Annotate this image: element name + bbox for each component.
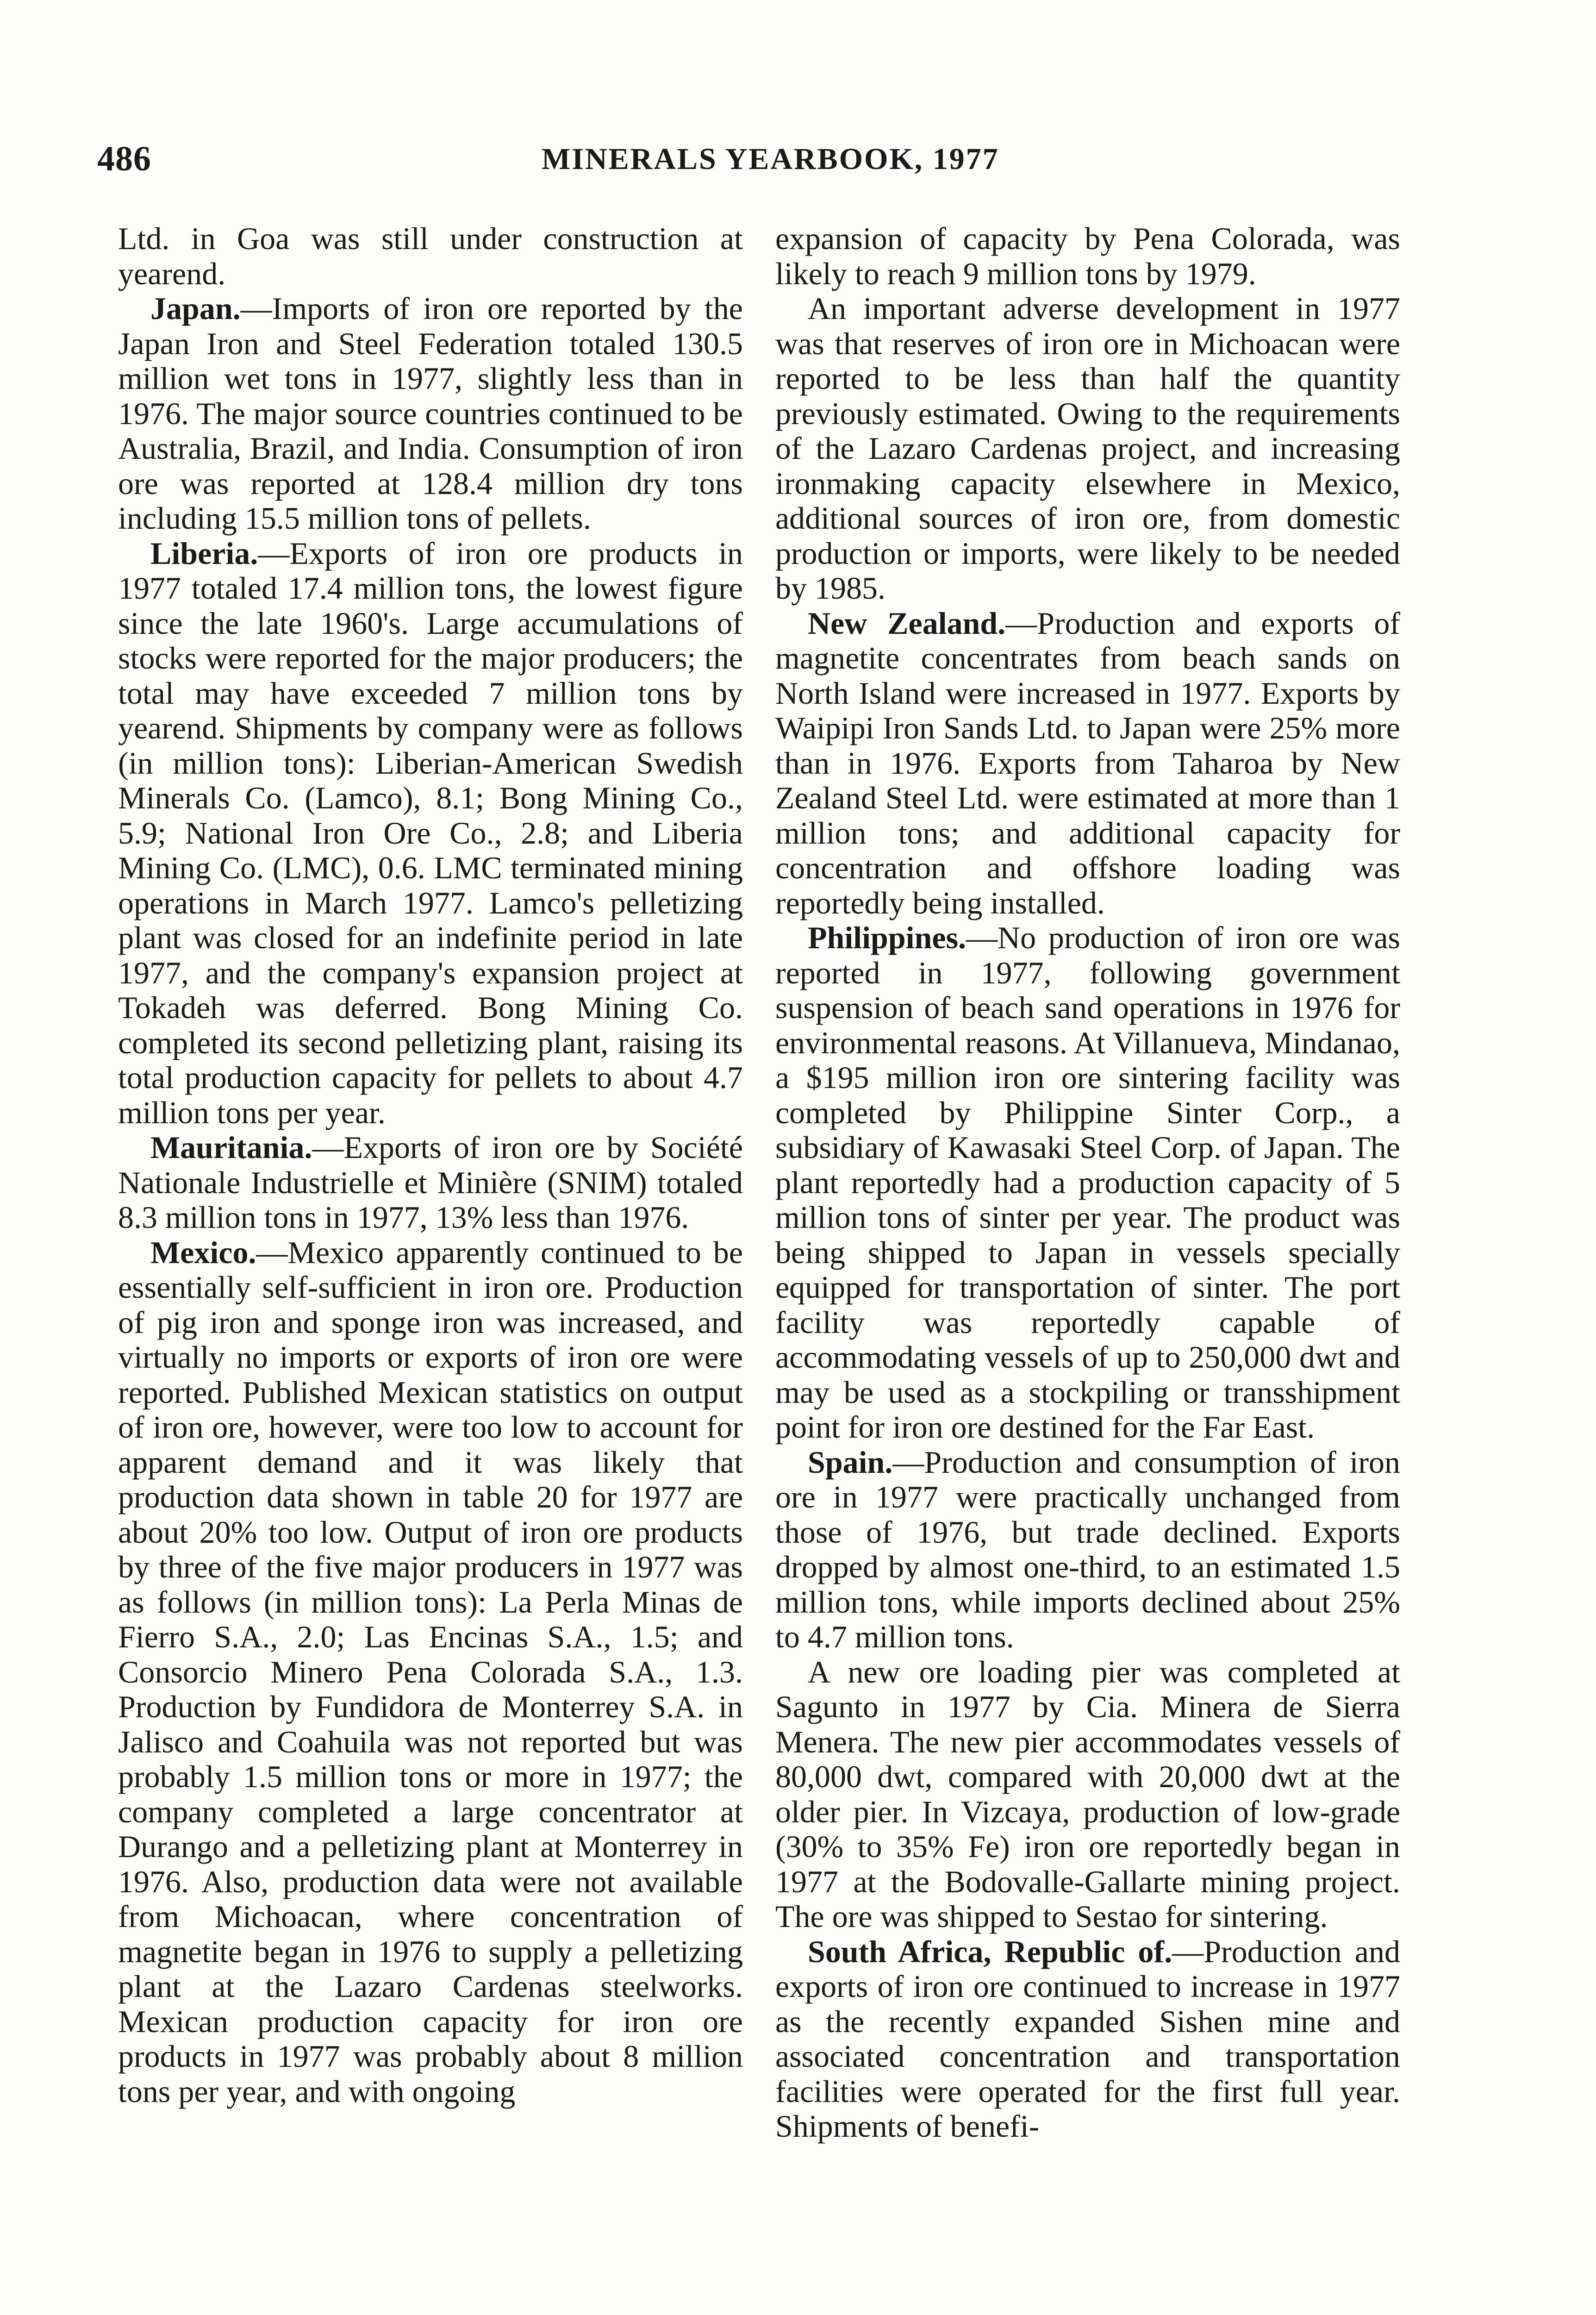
country-heading-new-zealand: New Zealand.: [808, 605, 1006, 641]
paragraph-michoacan: [775, 291, 1400, 606]
paragraph-text: —No production of iron ore was reported in 1977, following government suspension of beach sand operations in 1976 for environmental reasons. At Villanueva, Mindanao, a $195 million iron ore sintering facility was completed by Philippine Sinter Corp., a subsidiary of Kawasaki Steel Corp. of Japan. The plant reportedly had a production capacity of 5 million tons of sinter per year. The product was being shipped to Japan in vessels specially equipped for transportation of sinter. The port facility was reportedly capable of accommodating vessels of up to 250,000 dwt and may be used as a stockpiling or transshipment point for iron ore destined for the Far East.: [775, 920, 1400, 1445]
paragraph-text: —Mexico apparently continued to be essentially self-sufficient in iron ore. Production of pig iron and sponge iron was increased, and virtually no imports or exports of iron ore were reported. Published Mexican statistics on output of iron ore, however, were too low to account for apparent demand and it was likely that production data shown in table 20 for 1977 are about 20% too low. Output of iron ore products by three of the five major producers in 1977 was as follows (in million tons): La Perla Minas de Fierro S.A., 2.0; Las Encinas S.A., 1.5; and Consorcio Minero Pena Colorada S.A., 1.3. Production by Fundidora de Monterrey S.A. in Jalisco and Coahuila was not reported but was probably 1.5 million tons or more in 1977; the company completed a large concentrator at Durango and a pelletizing plant at Monterrey in 1976. Also, production data were not available from Michoacan, where concentration of magnetite began in 1976 to supply a pelletizing plant at the Lazaro Cardenas steelworks. Mexican production capacity for iron ore products in 1977 was probably about 8 million tons per year, and with ongoing: [118, 1234, 743, 2109]
paragraph-mauritania: [118, 1130, 743, 1235]
paragraph-text: —Imports of iron ore reported by the Japan Iron and Steel Federation totaled 130.5 million wet tons in 1977, slightly less than in 1976. The major source countries continued to be Australia, Brazil, and India. Consumption of iron ore was reported at 128.4 million dry tons including 15.5 million tons of pellets.: [118, 291, 743, 536]
paragraph-spain: [775, 1445, 1400, 1655]
paragraph-japan: [118, 291, 743, 536]
paragraph-text: A new ore loading pier was completed at Sagunto in 1977 by Cia. Minera de Sierra Menera. The new pier accommodates vessels of 80,000 dwt, compared with 20,000 dwt at the older pier. In Vizcaya, production of low-grade (30% to 35% Fe) iron ore reportedly began in 1977 at the Bodovalle-Gallarte mining project. The ore was shipped to Sestao for sintering.: [775, 1654, 1400, 1934]
right-column: [775, 221, 1400, 2144]
paragraph-text: —Production and consumption of iron ore in 1977 were practically unchanged from those of 1976, but trade declined. Exports dropped by almost one-third, to an estimated 1.5 million tons, while imports declined about 25% to 4.7 million tons.: [775, 1444, 1400, 1654]
paragraph-text: —Exports of iron ore by Société Nationale Industrielle et Minière (SNIM) totaled 8.3 million tons in 1977, 13% less than 1976.: [118, 1130, 743, 1235]
country-heading-liberia: Liberia.: [150, 535, 258, 571]
page-number: 486: [97, 139, 151, 178]
country-heading-south-africa: South Africa, Republic of.: [808, 1933, 1172, 1969]
country-heading-spain: Spain.: [808, 1444, 893, 1480]
paragraph-mexico: [118, 1235, 743, 2109]
paragraph-goa-continuation: [118, 221, 743, 291]
paragraph-new-zealand: [775, 606, 1400, 921]
paragraph-text: expansion of capacity by Pena Colorada, was likely to reach 9 million tons by 1979.: [775, 221, 1400, 291]
paragraph-text: —Exports of iron ore products in 1977 totaled 17.4 million tons, the lowest figure since the late 1960's. Large accumulations of stocks were reported for the major producers; the total may have exceeded 7 million tons by yearend. Shipments by company were as follows (in million tons): Liberian-American Swedish Minerals Co. (Lamco), 8.1; Bong Mining Co., 5.9; National Iron Ore Co., 2.8; and Liberia Mining Co. (LMC), 0.6. LMC terminated mining operations in March 1977. Lamco's pelletizing plant was closed for an indefinite period in late 1977, and the company's expansion project at Tokadeh was deferred. Bong Mining Co. completed its second pelletizing plant, raising its total production capacity for pellets to about 4.7 million tons per year.: [118, 535, 743, 1130]
paragraph-text: An important adverse development in 1977 was that reserves of iron ore in Michoacan were reported to be less than half the quantity previously estimated. Owing to the requirements of the Lazaro Cardenas project, and increasing ironmaking capacity elsewhere in Mexico, additional sources of iron ore, from domestic production or imports, were likely to be needed by 1985.: [775, 291, 1400, 606]
country-heading-mexico: Mexico.: [150, 1234, 256, 1270]
paragraph-text: —Production and exports of iron ore continued to increase in 1977 as the recently expanded Sishen mine and associated concentration and transportation facilities were operated for the first full year. Shipments of benefi-: [775, 1933, 1400, 2144]
paragraph-mexico-continuation: [775, 221, 1400, 291]
country-heading-mauritania: Mauritania.: [150, 1130, 312, 1165]
paragraph-sagunto: [775, 1655, 1400, 1934]
paragraph-philippines: [775, 920, 1400, 1445]
paragraph-liberia: [118, 536, 743, 1131]
paragraph-south-africa: [775, 1934, 1400, 2144]
running-title: MINERALS YEARBOOK, 1977: [542, 142, 999, 176]
page-header: [97, 139, 1000, 181]
country-heading-philippines: Philippines.: [808, 920, 966, 955]
paragraph-text: Ltd. in Goa was still under construction at yearend.: [118, 221, 743, 291]
country-heading-japan: Japan.: [150, 291, 241, 326]
paragraph-text: —Production and exports of magnetite concentrates from beach sands on North Island were increased in 1977. Exports by Waipipi Iron Sands Ltd. to Japan were 25% more than in 1976. Exports from Taharoa by New Zealand Steel Ltd. were estimated at more than 1 million tons; and additional capacity for concentration and offshore loading was reportedly being installed.: [775, 605, 1401, 920]
left-column: [118, 221, 743, 2109]
